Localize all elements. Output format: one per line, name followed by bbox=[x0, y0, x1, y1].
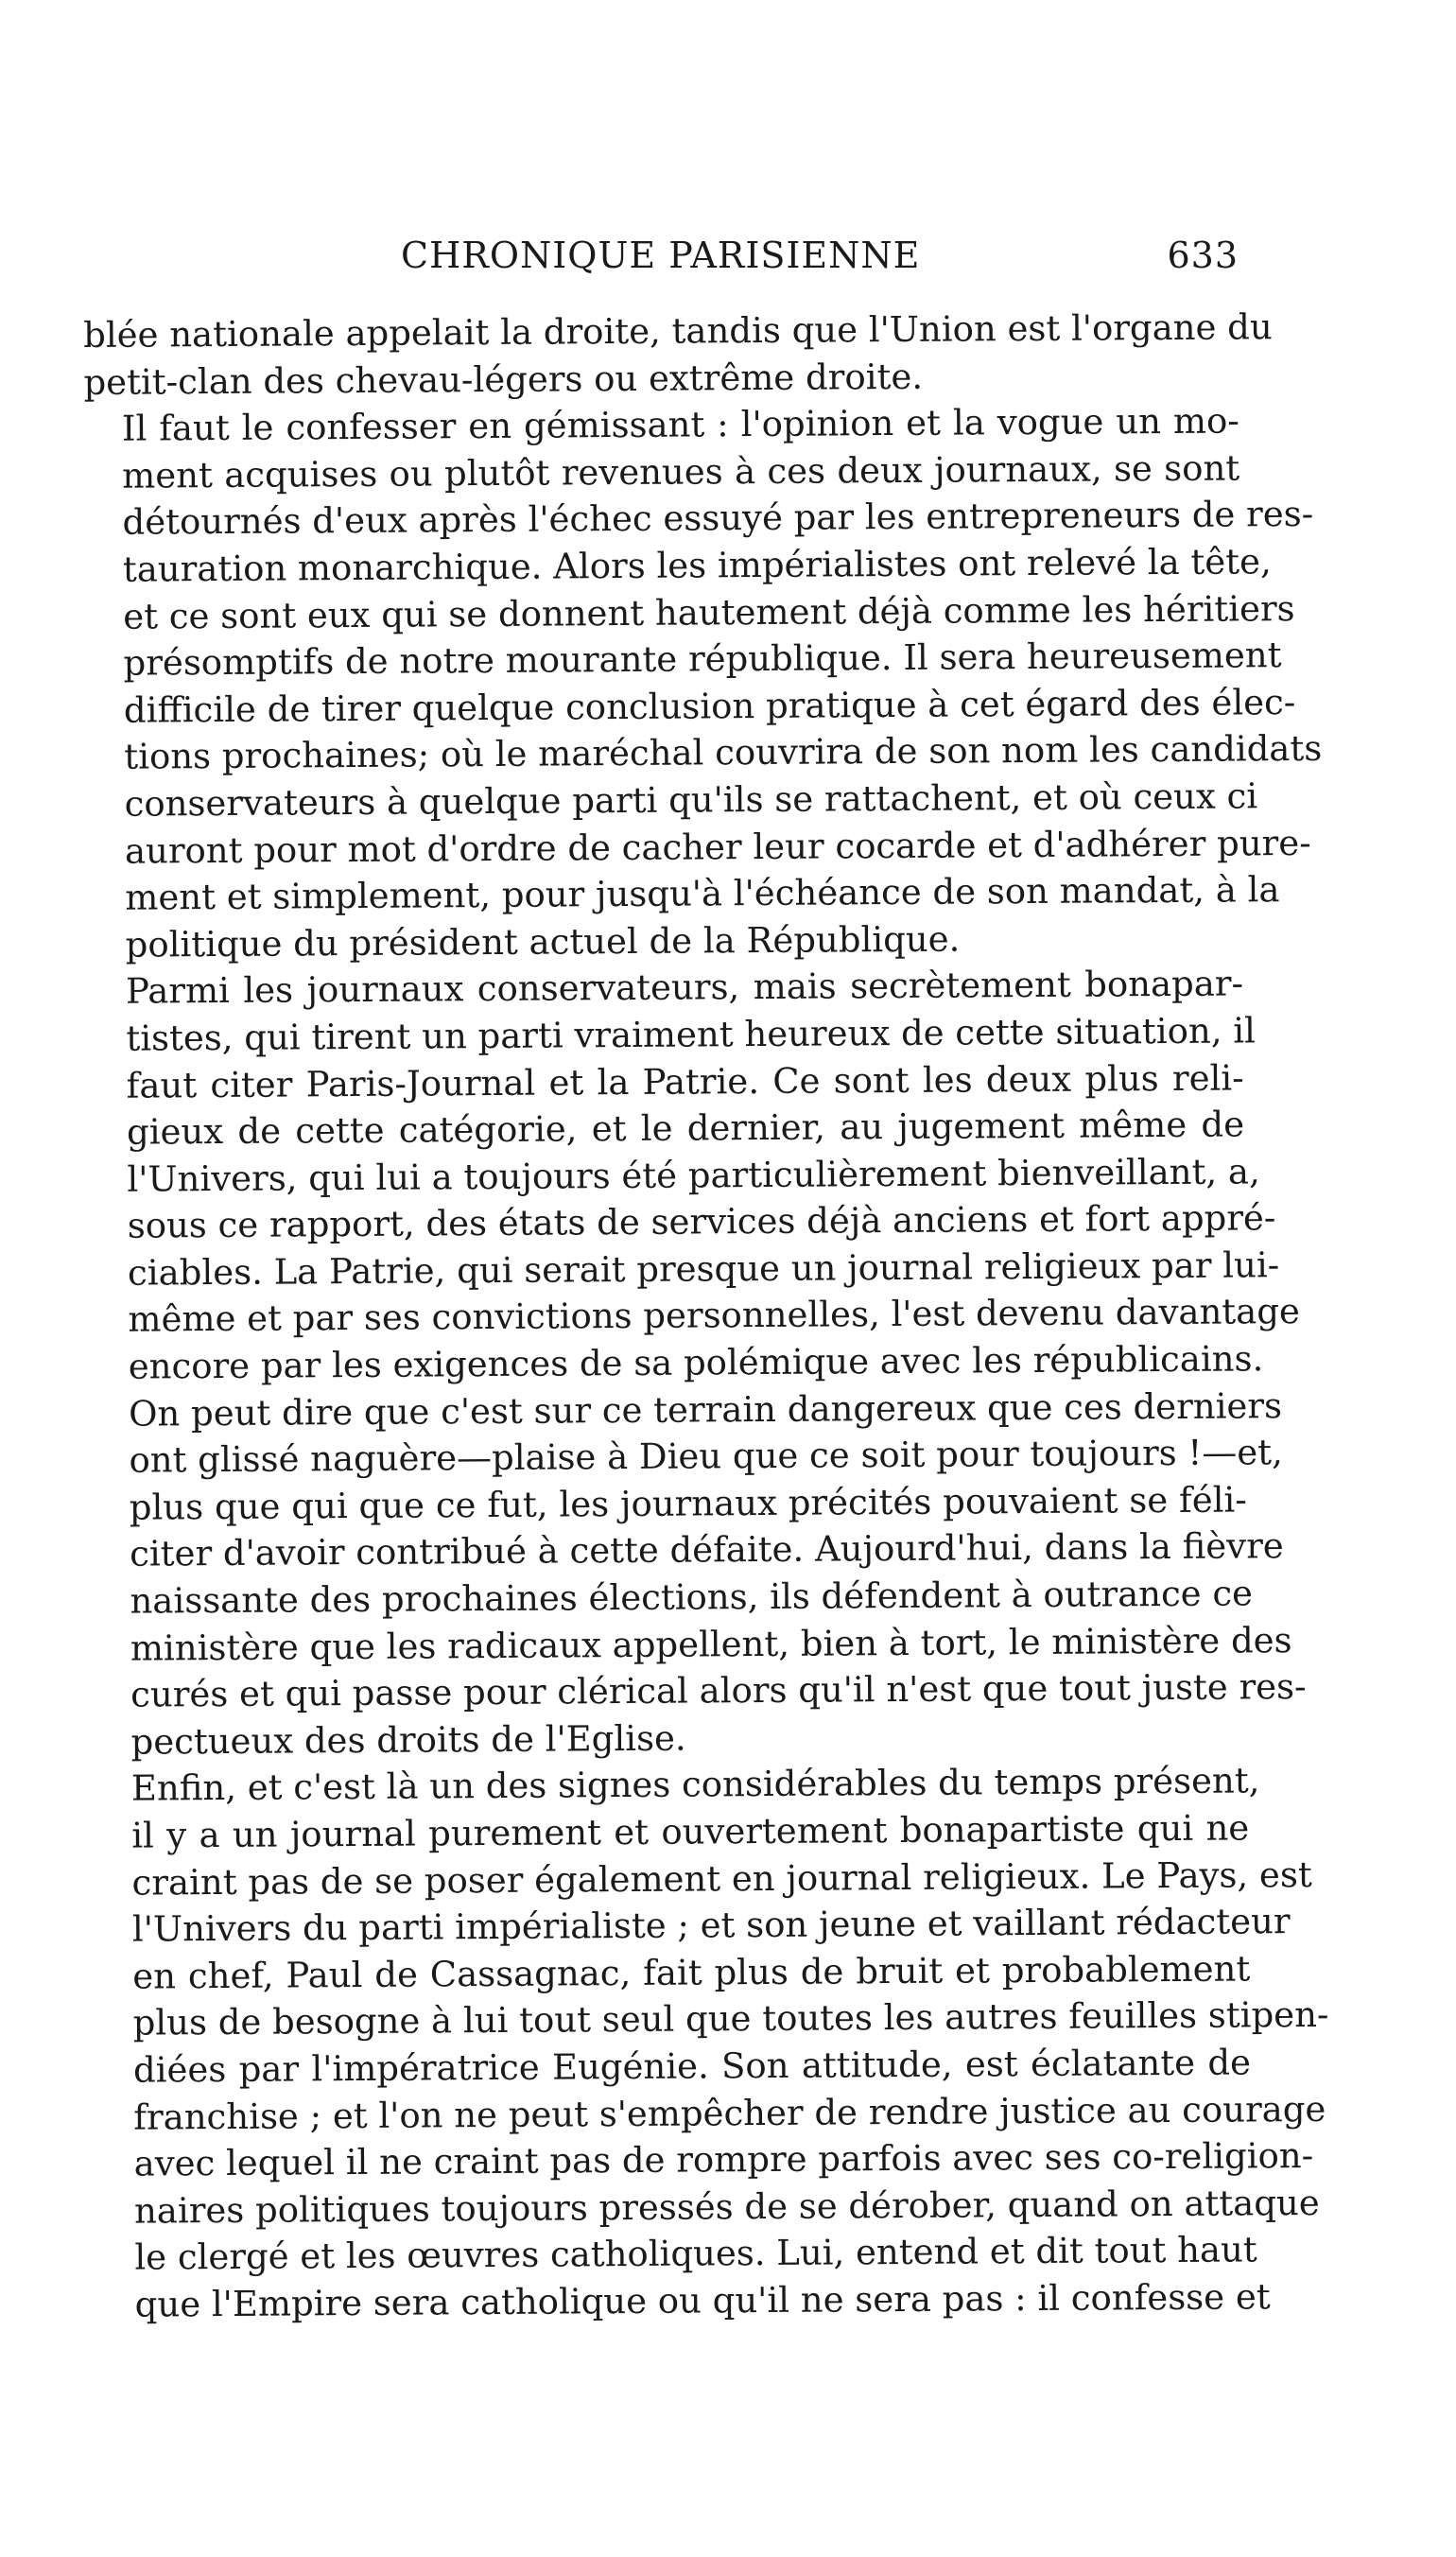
text-line: faut citer Paris-Journal et la Patrie. Ce sont les deux plus reli- bbox=[126, 1056, 1244, 1106]
text-line: franchise ; et l'on ne peut s'empêcher de rendre justice au courage bbox=[133, 2088, 1326, 2138]
text-line: détournés d'eux après l'échec essuyé par les entrepreneurs de res- bbox=[122, 494, 1314, 544]
chapter-title: CHRONIQUE PARISIENNE bbox=[401, 235, 921, 276]
text-line: ment acquises ou plutôt revenues à ces deux journaux, se sont bbox=[122, 447, 1240, 496]
text-line: avec lequel il ne craint pas de rompre parfois avec ses co-religion- bbox=[133, 2135, 1314, 2184]
text-line: naires politiques toujours pressés de se dérober, quand on attaque bbox=[133, 2182, 1320, 2232]
text-line: tistes, qui tirent un parti vraiment heureux de cette situation, il bbox=[126, 1010, 1257, 1059]
text-line: Parmi les journaux conservateurs, mais secrètement bonapar- bbox=[125, 963, 1244, 1013]
paragraph bbox=[84, 398, 1323, 969]
text-line: plus que qui que ce fut, les journaux précités pouvaient se féli- bbox=[129, 1479, 1247, 1528]
text-line: pectueux des droits de l'Eglise. bbox=[130, 1717, 686, 1763]
text-line: auront pour mot d'ordre de cacher leur cocarde et d'adhérer pure- bbox=[124, 822, 1311, 872]
text-line: petit-clan des chevau-légers ou extrême droite. bbox=[83, 356, 924, 403]
text-line: plus de besogne à lui tout seul que toutes les autres feuilles stipen- bbox=[132, 1994, 1329, 2044]
text-line: l'Univers du parti impérialiste ; et son jeune et vaillant rédacteur bbox=[131, 1901, 1291, 1950]
text-line: naissante des prochaines élections, ils défendent à outrance ce bbox=[130, 1573, 1254, 1622]
text-line: conservateurs à quelque parti qu'ils se rattachent, et où ceux ci bbox=[124, 775, 1258, 825]
body-text bbox=[83, 304, 1329, 2328]
text-line: tauration monarchique. Alors les impérialistes ont relevé la tête, bbox=[122, 541, 1272, 590]
paragraph bbox=[94, 1758, 1329, 2329]
text-line: tions prochaines; où le maréchal couvrira de son nom les candidats bbox=[124, 728, 1323, 778]
text-line: ciables. La Patrie, qui serait presque un journal religieux par lui- bbox=[127, 1244, 1280, 1294]
text-line: Enfin, et c'est là un des signes considérables du temps présent, bbox=[130, 1760, 1260, 1810]
text-line: encore par les exigences de sa polémique avec les républicains. bbox=[128, 1338, 1264, 1387]
text-line: curés et qui passe pour clérical alors qu'il n'est que tout juste res- bbox=[130, 1666, 1307, 1715]
text-line: sous ce rapport, des états de services déjà anciens et fort appré- bbox=[127, 1197, 1276, 1246]
text-line: craint pas de se poser également en journal religieux. Le Pays, est bbox=[131, 1853, 1312, 1904]
text-line: que l'Empire sera catholique ou qu'il ne sera pas : il confesse et bbox=[134, 2276, 1271, 2325]
text-line: en chef, Paul de Cassagnac, fait plus de bruit et probablement bbox=[132, 1948, 1251, 1997]
paragraph bbox=[83, 304, 1273, 406]
text-line: On peut dire que c'est sur ce terrain dangereux que ces derniers bbox=[128, 1384, 1283, 1435]
text-line: difficile de tirer quelque conclusion pratique à cet égard des élec- bbox=[123, 681, 1296, 731]
text-line: même et par ses convictions personnelles, l'est devenu davantage bbox=[128, 1291, 1301, 1341]
text-line: citer d'avoir contribué à cette défaite. Aujourd'hui, dans la fièvre bbox=[130, 1525, 1284, 1575]
text-line: et ce sont eux qui se donnent hautement déjà comme les héritiers bbox=[123, 587, 1295, 637]
text-line: Il faut le confesser en gémissant : l'opinion et la vogue un mo- bbox=[121, 400, 1239, 449]
text-line: diées par l'impératrice Eugénie. Son attitude, est éclatante de bbox=[132, 2042, 1252, 2091]
text-line: ont glissé naguère—plaise à Dieu que ce soit pour toujours !—et, bbox=[129, 1432, 1283, 1481]
text-line: présomptifs de notre mourante république. Il sera heureusement bbox=[123, 635, 1282, 684]
page-number: 633 bbox=[1167, 235, 1239, 276]
text-line: politique du président actuel de la République. bbox=[125, 918, 961, 965]
text-line: ministère que les radicaux appellent, bien à tort, le ministère des bbox=[130, 1619, 1292, 1669]
text-line: le clergé et les œuvres catholiques. Lui, entend et dit tout haut bbox=[134, 2229, 1257, 2279]
text-line: blée nationale appelait la droite, tandis que l'Union est l'organe du bbox=[83, 306, 1273, 356]
paragraph bbox=[88, 961, 1307, 1766]
text-line: ment et simplement, pour jusqu'à l'échéance de son mandat, à la bbox=[125, 869, 1280, 918]
text-line: l'Univers, qui lui a toujours été particulièrement bienveillant, a, bbox=[127, 1151, 1260, 1200]
text-line: il y a un journal purement et ouvertement bonapartiste qui ne bbox=[131, 1807, 1250, 1856]
text-line: gieux de cette catégorie, et le dernier, au jugement même de bbox=[126, 1104, 1245, 1153]
